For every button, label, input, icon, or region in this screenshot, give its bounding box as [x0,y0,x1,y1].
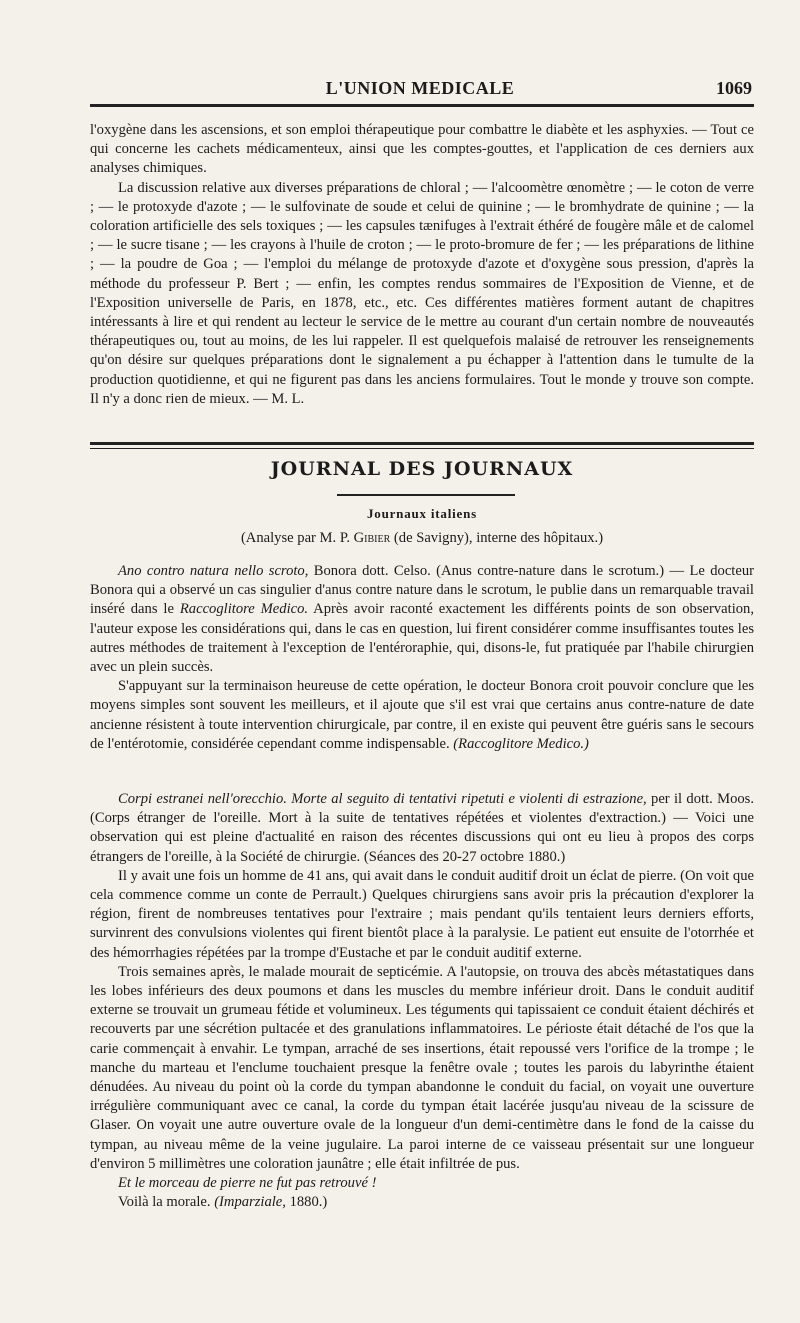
article-2-moral [90,1193,754,1212]
intro-section [90,121,754,409]
article-2-paragraph-2: Il y avait une fois un homme de 41 ans, qui avait dans le conduit auditif droit un éclat de pierre. (On voit que cela commence comme un conte de Perrault.) Quelques chirurgiens sans avoir pris la précaution d'explorer la région, firent de nombreuses tentatives pour l'extraire ; mais pendant qu'ils tentaient leurs derniers efforts, survinrent des convulsions violentes qui firent bientôt place à la paralysie. Le patient eut ensuite de l'otorrhée et des hémorrhagies répétées par la trompe d'Eustache et par le conduit auditif externe. [90,867,754,961]
article-1-paragraph-1 [90,562,754,677]
subsection-title: Journaux italiens [366,506,478,521]
article-2 [90,790,754,1212]
intro-paragraph-1: l'oxygène dans les ascensions, et son emploi thérapeutique pour combattre le diabète et les asphyxies. — Tout ce qui concerne les cachets médicamenteux, ainsi que les comptes-gouttes, et l'application de ces derniers aux analyses chimiques. [90,122,754,177]
article-1-title: Ano contro natura nello scroto, [118,563,309,579]
article-2-quote [90,1174,754,1193]
quote-text: Et le morceau de pierre ne fut pas retrouvé ! [118,1175,377,1192]
running-title: L'UNION MEDICALE [325,78,515,98]
article-2-title: Corpi estranei nell'orecchio. Morte al seguito di tentativi ripetuti e violenti di estrazione, [118,791,647,807]
byline-end: (de Savigny), interne des hôpitaux.) [390,530,604,546]
article-1-text-end: Après avoir raconté exactement les différents points de son observation, l'auteur expose les considérations qui, dans le cas en question, lui firent considérer comme insuffisantes toutes les autres méthodes de traitement à l'exception de l'entéroraphie, qui, disons-le, fut pratiquée par l'habile chirurgien avec un plein succès. [90,601,754,676]
article-2-paragraph-3: Trois semaines après, le malade mourait de septicémie. A l'autopsie, on trouva des abcès métastatiques dans les lobes inférieurs des deux poumons et dans les muscles du membre inférieur droit. Dans le conduit auditif externe se trouvait un grumeau fétide et volumineux. Les téguments qui tapissaient ce conduit étaient déchirés et recouverts par une sécrétion pultacée et des granulations inflammatoires. Le périoste était détaché de l'os que la carie commençait à envahir. Le tympan, arraché de ses insertions, était repoussé vers l'orifice de la trompe ; le manche du marteau et l'enclume touchaient presque la fenêtre ovale ; toutes les parois du labyrinthe étaient dénudées. Au niveau du point où la corde du tympan abandonne le conduit du facial, on voyait une ouverture irrégulière communiquant avec ce canal, la corde du tympan était lacérée jusqu'au niveau de la scissure de Glaser. On voyait une autre ouverture ovale de la longueur d'un demi-centimètre dans le fond de la caisse du tympan, au niveau même de la veine jugulaire. La paroi interne de ce vaisseau présentait sur une longueur d'environ 5 millimètres une coloration jaunâtre ; elle était infiltrée de pus. [90,963,754,1172]
moral-source: (Imparziale, [214,1194,286,1211]
moral-end: 1880.) [285,1194,328,1211]
section-divider-bottom [90,448,754,449]
section-title-rule [337,494,515,496]
byline [90,530,754,547]
byline-author: Gibier [353,530,391,546]
article-1-source: (Raccoglitore Medico.) [453,735,589,752]
byline-start: (Analyse par M. P. [240,530,354,546]
article-1-conclusion: S'appuyant sur la terminaison heureuse de cette opération, le docteur Bonora croit pouvoir conclure que les moyens simples sont souvent les meilleurs, et il ajoute que s'il est vrai que certains anus contre-nature de date ancienne résistent à toute intervention chirurgicale, par contre, il en existe qui peuvent être guéris sans le secours de l'entérotomie, considérée cependant comme indispensable. [90,678,754,752]
header-rule [90,104,754,107]
article-1-journal: Raccoglitore Medico. [179,601,309,618]
moral-start: Voilà la morale. [118,1194,215,1211]
page-header [88,74,752,104]
article-2-intro: per il dott. Moos. (Corps étranger de l'oreille. Mort à la suite de tentatives répétées et violentes d'extraction.) — Voici une observation qui est pleine d'actualité en raison des récentes discussions qui ont eu lieu à propos des corps étrangers de l'oreille, à la Société de chirurgie. (Séances des 20-27 octobre 1880.) [90,791,754,865]
article-1 [90,562,754,754]
article-1-paragraph-2 [90,677,754,754]
section-title: JOURNAL DES JOURNAUX [270,458,574,480]
article-1-text: Bonora dott. Celso. (Anus contre-nature dans le scrotum.) — Le docteur Bonora qui a observé un cas singulier d'anus contre nature dans le scrotum, le publie dans un remarquable travail inséré dans le [90,563,754,618]
page-number: 1069 [716,78,752,98]
article-2-paragraph-1 [90,790,754,867]
section-divider-top [90,442,754,445]
intro-paragraph-2: La discussion relative aux diverses préparations de chloral ; — l'alcoomètre œnomètre ; — le coton de verre ; — le protoxyde d'azote ; — le sulfovinate de soude et celui de quinine ; — le bromhydrate de quinine ; — la coloration artificielle des sels toxiques ; — les capsules tænifuges à l'extrait éthéré de fougère mâle et de calomel ; — le sucre tisane ; — les crayons à l'huile de croton ; — le proto-bromure de fer ; — les préparations de lithine ; — la poudre de Goa ; — l'emploi du mélange de protoxyde d'azote et d'oxygène sous pression, d'après la méthode du professeur P. Bert ; — enfin, les comptes rendus sommaires de l'Exposition de Vienne, et de l'Exposition universelle de Paris, en 1878, etc., etc. Ces différentes matières forment autant de chapitres intéressants à lire et qui rendent au lecteur le service de le mettre au courant d'un certain nombre de nouveautés thérapeutiques ou, tout au moins, de les lui rappeler. Il est quelquefois malaisé de retrouver les renseignements qu'on désire sur quelques préparations dont le signalement a pu échapper à l'attention dans le tumulte de la production quotidienne, et qui ne figurent pas dans les anciens formulaires. Tout le monde y trouve son compte. Il n'y a donc rien de mieux. — M. L. [90,179,754,407]
